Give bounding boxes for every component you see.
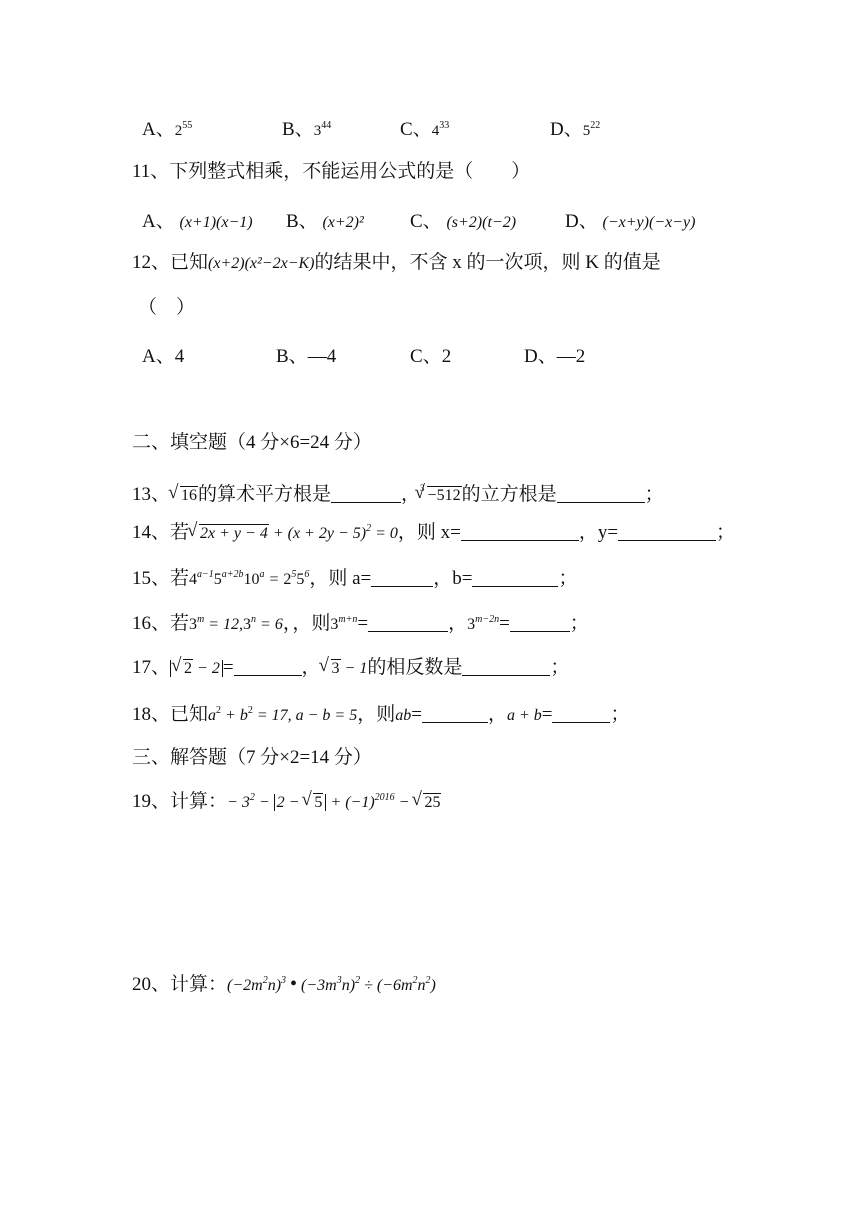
q12-answer-paren: （ ）: [138, 297, 196, 318]
q12-option-c: C、2: [410, 346, 452, 367]
q15-blank-b[interactable]: [472, 568, 558, 587]
q14: 14、若√ $2x + y - 4 + (x + 2y - 5)^2 = 0$，则 x= ，y= ；: [132, 521, 735, 546]
q16: 16、若$3^m = 12,3^n = 6$，，则$3^{m+n}=$ ，$3^{m-2n}=$ ；: [132, 613, 589, 634]
q20-expression: $(-2m^2n)^3$ • $(-3m^3n)^2 \div (-6m^2n^2)$: [227, 973, 436, 995]
q12-option-b: B、—4: [276, 346, 337, 367]
q20: 20、计算：$(-2m^2n)^3$ • $(-3m^3n)^2 \div (-6m^2n^2)$: [132, 973, 436, 995]
q14-radical: √ 2x + y − 4: [189, 522, 269, 546]
q12-stem: 12、已知(x+2)(x²−2x−K)的结果中，不含 x 的一次项，则 K 的值是: [132, 252, 661, 273]
q12-option-a: A、4: [142, 346, 185, 367]
q11-stem: 11、下列整式相乘，不能运用公式的是（ ）: [132, 161, 531, 182]
sqrt-16: √ 16: [170, 484, 198, 508]
q11-option-a: A、 (x+1)(x−1): [142, 211, 253, 232]
q10-option-b: B、$3^{44}$: [282, 119, 332, 140]
q14-blank-x[interactable]: [461, 522, 579, 541]
q18-blank-a-plus-b[interactable]: [552, 704, 610, 723]
q18-blank-ab[interactable]: [422, 704, 488, 723]
section-3-title: 三、解答题（7 分×2=14 分）: [132, 747, 372, 768]
q13-blank-1[interactable]: [331, 484, 401, 503]
q17-blank-1[interactable]: [234, 657, 302, 676]
q17-absolute-value: √ 2 − 2: [170, 660, 223, 677]
q18: 18、已知$a^2 + b^2 = 17$, a − b = 5，则ab= ，a + b= ；: [132, 704, 630, 725]
q10-option-a: A、$2^{55}$: [142, 119, 193, 140]
cbrt-minus-512: √ −512: [417, 484, 462, 508]
q10-option-d: D、$5^{22}$: [550, 119, 601, 140]
q19-expression: − $3^2 - 2$ − √ $5 + (-1)^{2016}$ − √ 25: [227, 794, 441, 811]
q10-option-c: C、$4^{33}$: [400, 119, 450, 140]
q15-blank-a[interactable]: [371, 568, 433, 587]
q11-option-d: D、 (−x+y)(−x−y): [565, 211, 696, 232]
q14-blank-y[interactable]: [618, 522, 716, 541]
q12-option-d: D、—2: [524, 346, 586, 367]
q12-expression: (x+2)(x²−2x−K): [208, 255, 315, 272]
q11-option-c: C、 (s+2)(t−2): [410, 211, 517, 232]
q17-blank-2[interactable]: [462, 657, 550, 676]
q11-option-b: B、 (x+2)²: [286, 211, 364, 232]
section-2-title: 二、填空题（4 分×6=24 分）: [132, 432, 372, 453]
q19: 19、计算：− $3^2 - 2$ − √ $5 + (-1)^{2016}$ − √ 25: [132, 790, 441, 815]
q16-blank-1[interactable]: [368, 613, 448, 632]
q15: 15、若$4^{a-1}5^{a+2b}10^a = 2^55^6$，则 a= ，b= ；: [132, 568, 578, 589]
q16-blank-2[interactable]: [510, 613, 570, 632]
q13: 13、√ 16的算术平方根是 ，$^3$√ −512的立方根是 ；: [132, 476, 664, 508]
q13-blank-2[interactable]: [557, 484, 645, 503]
q17: 17、√ 2 − 2 = ，√ 3 − 1的相反数是 ；: [132, 656, 569, 681]
